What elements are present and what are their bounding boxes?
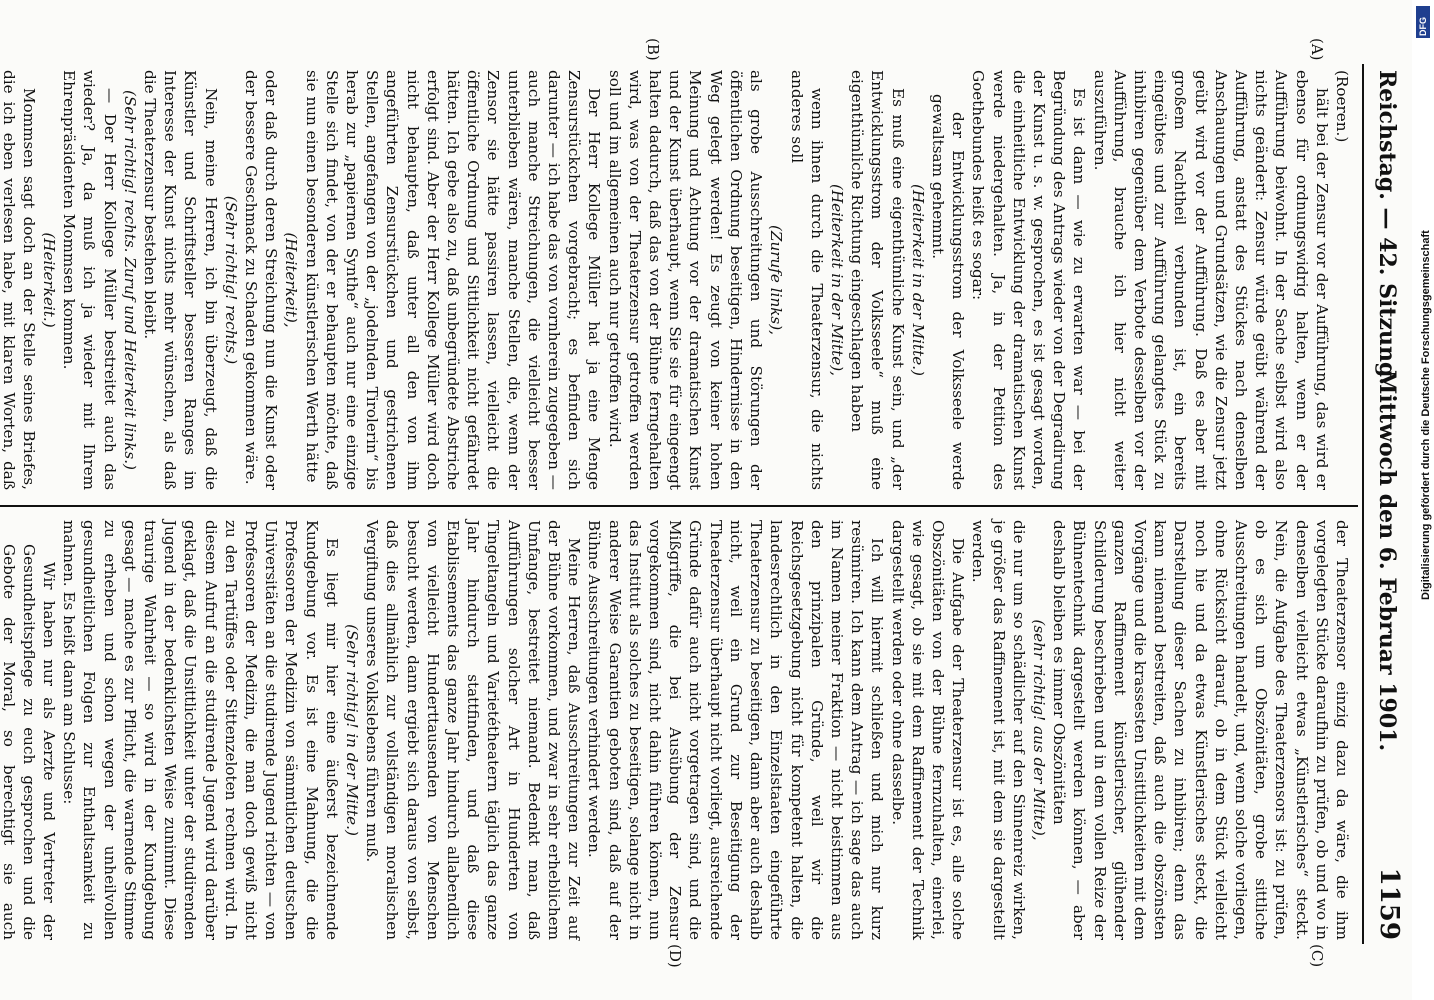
margin-mark-a: (A)	[1308, 38, 1326, 61]
header-left: Reichstag. — 42. Sitzung.	[1374, 70, 1400, 386]
paragraph: wenn ihnen durch die Theaterzensur, die nichts anderes soll	[787, 70, 826, 490]
paragraph: — Der Herr Kollege Müller bestreitet auch das wieder? Ja, da muß ich ja wieder mit Ihrem Ehrenpräsidenten Mommsen kommen.	[60, 70, 119, 490]
quotation: der Entwicklungsstrom der Volksseele werde gewaltsam gehemmt.	[928, 94, 968, 490]
margin-mark-b: (B)	[644, 38, 662, 61]
margin-mark-c: (C)	[1308, 944, 1326, 968]
speaker-name: (Roeren.)	[1333, 70, 1351, 143]
interjection: (Heiterkeit in der Mitte.)	[908, 184, 927, 376]
interjection: (Sehr richtig! in der Mitte.)	[343, 624, 362, 836]
paragraph: Es ist dann — wie zu erwarten war — bei der Begründung des Antrags wieder von der Degradirung der Kunst u. s. w. gesprochen, es ist gesagt worden, die einheitliche Entwicklung der dramatischen Kunst werde niedergehalten. Ja, in der Petition des Goethebundes heißt es sogar:	[969, 70, 1089, 490]
header-date: Mittwoch den 6. Februar 1901.	[1374, 370, 1400, 752]
quotation: Wir haben nur als Aerzte und Vertreter der Gesundheitspflege zu euch gesprochen und die Gebote der Moral, so berechtigt sie auch	[0, 544, 58, 940]
paragraph: als grobe Ausschreitungen und Störungen der öffentlichen Ordnung beseitigen, Hindernisse in den Weg gelegt werden! Es zeugt von keiner hohen Meinung und Achtung vor der dramatischen Kunst und der Kunst überhaupt, wenn Sie sie für eingeengt halten dadurch, daß das von der Bühne ferngehalten wird, was von der Theaterzensur getroffen werden soll und im allgemeinen auch nur getroffen wird.	[605, 70, 766, 490]
paragraph: Es muß eine eigenthümliche Kunst sein, und „der Entwicklungsstrom der Volksseele“ muß eine eigenthümliche Richtung eingeschlagen haben	[848, 70, 907, 490]
paragraph: die nur um so schädlicher auf den Sinnenreiz wirken, je größer das Raffinement ist, mit dem sie dargestellt werden.	[969, 520, 1028, 940]
digitization-credit: Digitalisierung gefördert durch die Deutsche Forschungsgemeinschaft	[1420, 230, 1432, 600]
margin-mark-d: (D)	[666, 944, 684, 968]
text-column-right	[0, 520, 1352, 940]
paragraph: oder daß durch deren Streichung nun die Kunst oder der bessere Geschmack zu Schaden gekommen wäre.	[242, 70, 281, 490]
paragraph: der Theaterzensor einzig dazu da wäre, die ihm vorgelegten Stücke daraufhin zu prüfen, ob und wo in denselben vielleicht etwas „Künstlerisches“ steckt. Nein, die Aufgabe des Theaterzensors ist: zu prüfen, ob es sich um Obszönitäten, grobe sittliche Ausschreitungen handelt, und, wenn solche vorliegen, ohne Rücksicht darauf, ob in dem Stück vielleicht noch hie und da etwas Künstlerisches steckt, die Darstellung dieser Sachen zu inhibiren; denn das kann niemand bestreiten, daß auch die obszönsten Vorgänge und die krassesten Unsittlichkeiten mit dem ganzen Raffinement künstlerischer, glühender Schilderung beschrieben und in dem vollen Reize der Bühnentechnik dargestellt werden können, — aber deshalb bleiben es immer Obszönitäten	[1050, 520, 1351, 940]
interjection: (Sehr richtig! rechts. Zuruf und Heiterkeit links.)	[120, 90, 139, 470]
interjection: (Sehr richtig! rechts.)	[221, 195, 240, 365]
dfg-logo-text: DFG	[1418, 17, 1428, 36]
page-number: 1159	[1374, 867, 1404, 940]
interjection: (Heiterkeit.)	[40, 232, 58, 328]
paragraph: Mommsen sagt doch an der Stelle seines Briefes, die ich eben verlesen habe, mit klaren Worten, daß	[0, 70, 38, 490]
paragraph: hält bei der Zensur vor der Aufführung, das wird er ebenso für ordnungswidrig halten, wenn er der Aufführung beiwohnt. In der Sache selbst wird also nichts geändert: Zensur würde geübt während der Aufführung, anstatt des Stückes nach denselben Anschauungen und Grundsätzen, wie die Zensur jetzt geübt wird vor der Aufführung. Daß es aber mit großem Nachtheil verbunden ist, ein bereits eingeübtes und zur Aufführung gelangtes Stück zu inhibiren gegenüber dem Verbote desselben vor der Aufführung, brauche ich hier nicht weiter auszuführen.	[1090, 70, 1331, 490]
page-header	[1364, 70, 1404, 940]
paragraph: Ich will hiermit schließen und mich nur kurz resümiren. Ich kann dem Antrag — ich sage das auch im Namen meiner Fraktion — nicht beistimmen aus den prinzipalen Gründe, weil wir die Reichsgesetzgebung nicht für kompetent halten, die landesrechtlich in den Einzelstaaten eingeführte Theaterzensur zu beseitigen, dann aber auch deshalb nicht, weil ein Grund zur Beseitigung der Theaterzensur überhaupt nicht vorliegt, ausreichende Gründe dafür auch nicht vorgetragen sind, und die Mißgriffe, die bei Ausübung der Zensur vorgekommen sind, nicht dahin führen können, nun das Institut als solches zu beseitigen, solange nicht in anderer Weise Garantien geboten sind, daß auf der Bühne Ausschreitungen verhindert werden.	[585, 520, 887, 940]
text-column-left	[0, 70, 1352, 490]
interjection: (Zurufe links),	[767, 225, 786, 335]
paragraph: Die Aufgabe der Theaterzensur ist es, alle solche Obszönitäten von der Bühne fernzuhalten, einerlei, wie gesagt, ob sie mit dem Raffinement der Technik dargestellt werden oder ohne dasselbe.	[888, 520, 968, 940]
paragraph: Der Herr Kollege Müller hat ja eine Menge Zensurstückchen vorgebracht; es befinden sich darunter — ich habe das von vornherein zugegeben — auch manche Streichungen, die vielleicht besser unterblieben wären, manche Stellen, die, wenn der Zensor sie hätte passiren lassen, vielleicht die öffentliche Ordnung und Sittlichkeit nicht gefährdet hätten. Ich gebe also zu, daß unbegründete Abstriche erfolgt sind. Aber der Herr Kollege Müller wird doch nicht behaupten, daß unter all den von ihm angeführten Zensurstückchen und gestrichenen Stellen, angefangen von der „jodelnden Tirolerin“ bis herab zur „papiernen Synthe“ auch nur eine einzige Stelle sich findet, von der er behaupten möchte, daß sie nun einen besonderen künstlerischen Werth hätte	[302, 70, 604, 490]
paragraph: Meine Herren, daß Ausschreitungen zur Zeit auf der Bühne vorkommen, und zwar in sehr erheblichem Umfange, bestreitet niemand. Bedenkt man, daß Aufführungen solcher Art in Hunderten von Tingeltangeln und Varietétheatern täglich das ganze Jahr hindurch stattfinden, und daß diese Etablissements das ganze Jahr hindurch allabendlich von vielleicht Hunderttausenden von Menschen besucht werden, dann ergiebt sich daraus von selbst, daß dies allmählich zur vollständigen moralischen Vergiftung unseres Volkslebens führen muß.	[363, 520, 584, 940]
interjection: (Heiterkeit),	[282, 232, 301, 328]
paragraph: Es liegt mir hier eine äußerst bezeichnende Kundgebung vor. Es ist eine Mahnung, die die Professoren der Medizin von sämmtlichen deutschen Universitäten an die studirende Jugend richten — von Professoren der Medizin, die man doch gewiß nicht zu den Tartüffes oder Sittenzeloten rechnen wird. In diesem Aufruf an die studirende Jugend wird darüber geklagt, daß die Unsittlichkeit unter der studirenden Jugend in der bedenklichsten Weise zunimmt. Diese traurige Wahrheit — so wird in der Kundgebung gesagt — mache es zur Pflicht, die warnende Stimme zu erheben und schon wegen der unheilvollen gesundheitlichen Folgen zur Enthaltsamkeit zu mahnen. Es heißt dann am Schlusse:	[60, 520, 341, 940]
paragraph: Nein, meine Herren, ich bin überzeugt, daß die Künstler und Schriftsteller besseren Ranges im Interesse der Kunst nichts mehr wünschen, als daß die Theaterzensur bestehen bleibt.	[141, 70, 220, 490]
interjection: (sehr richtig! aus der Mitte),	[1029, 619, 1048, 841]
header-rule	[1362, 64, 1364, 944]
column-divider	[0, 505, 1358, 507]
interjection: (Heiterkeit in der Mitte),	[827, 184, 846, 376]
